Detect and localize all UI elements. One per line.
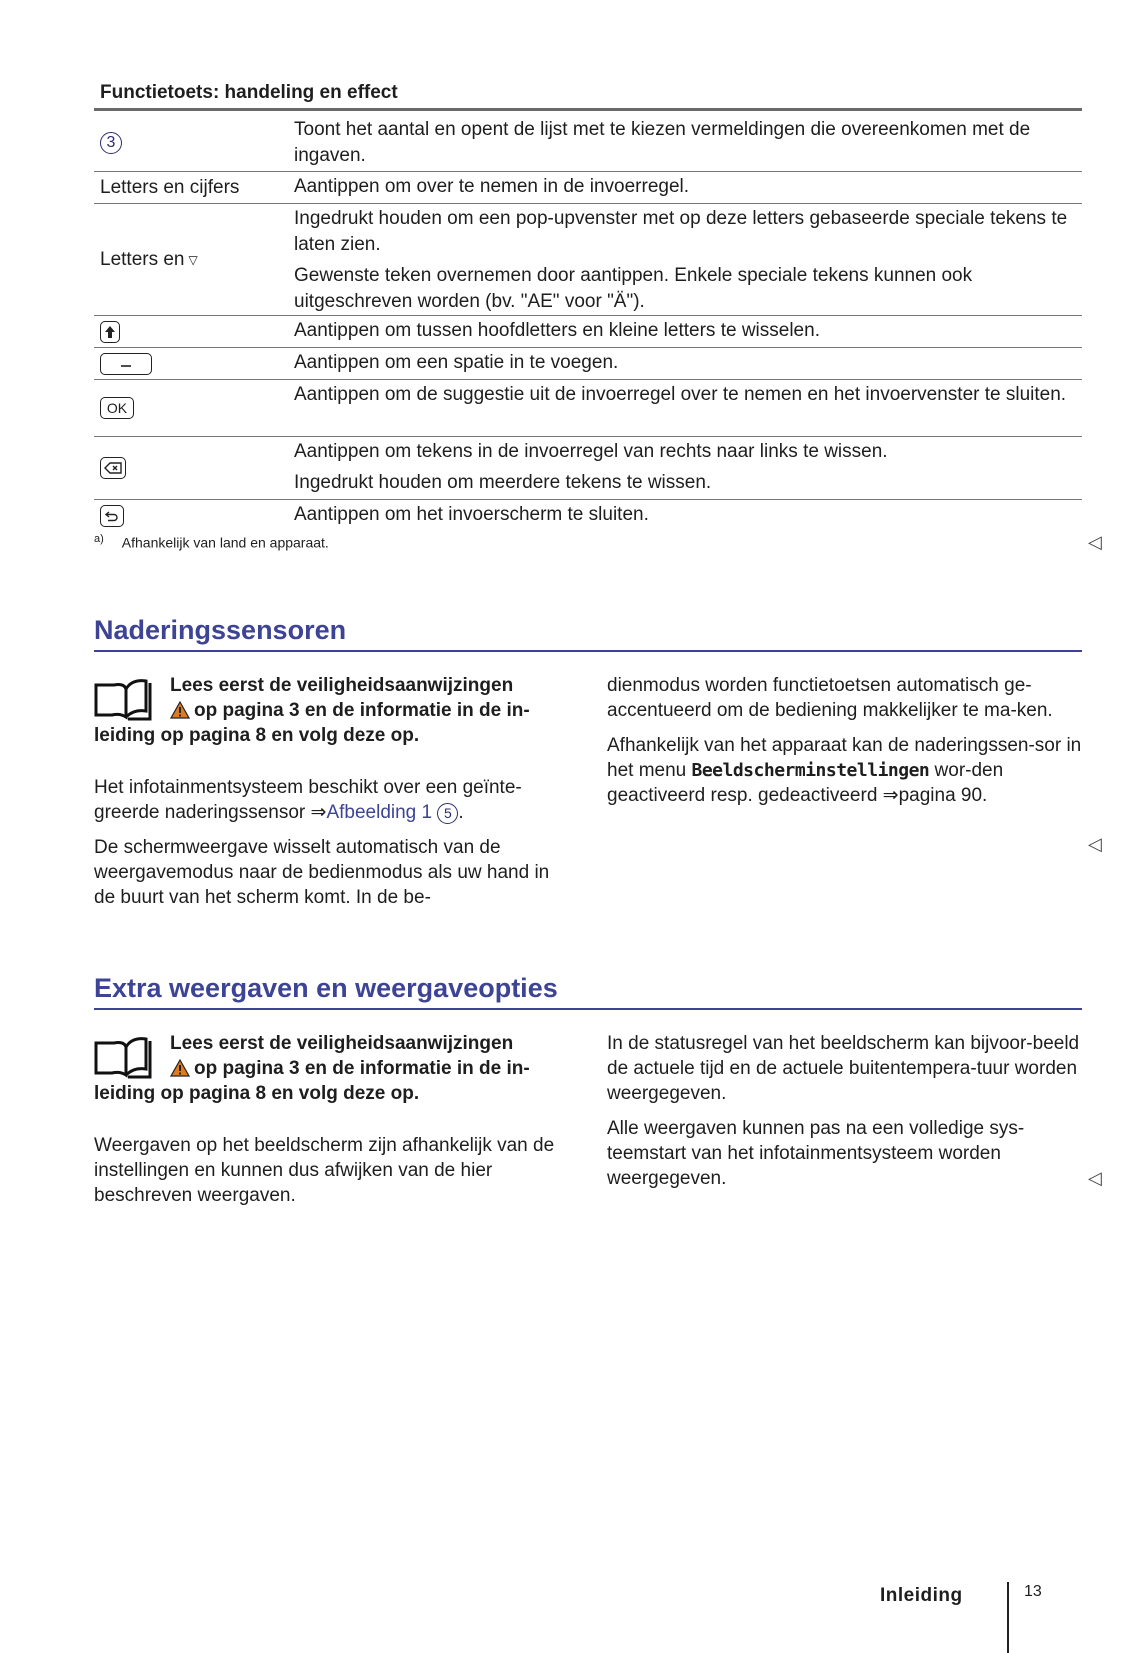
row-effect: Aantippen om de suggestie uit de invoerregel over te nemen en het invoervenster te sluiten. [294, 384, 1067, 405]
table-row [94, 204, 1082, 316]
table-row [94, 437, 1082, 500]
small-triangle-icon: ▽ [188, 252, 198, 267]
row-effect: Toont het aantal en opent de lijst met te kiezen vermeldingen die overeenkomen met de ingaven. [294, 119, 1031, 166]
paragraph: Het infotainmentsysteem beschikt over een geïnte-greerde naderingssensor ⇒Afbeelding 1 5 . [94, 777, 522, 823]
row-effect: Gewenste teken overnemen door aantippen. Enkele speciale tekens kunnen ook uitgeschreven worden (bv. "AE" voor "Ä"). [294, 265, 973, 312]
paragraph: De schermweergave wisselt automatisch van de weergavemodus naar de bedienmodus als uw hand in de buurt van het scherm komt. In de be- [94, 837, 550, 908]
table-row [94, 316, 1082, 348]
backspace-key-icon [100, 457, 126, 479]
table-title: Functietoets: handeling en effect [100, 82, 398, 103]
footer-chapter: Inleiding [880, 1585, 963, 1606]
end-of-section-marker-icon: ◁ [1088, 532, 1102, 552]
end-of-section-marker-icon: ◁ [1088, 1168, 1102, 1188]
row-effect: Aantippen om tussen hoofdletters en kleine letters te wisselen. [294, 320, 820, 341]
footnote-marker: a) [94, 533, 104, 545]
warning-triangle-icon [170, 701, 190, 719]
ok-key-icon: OK [100, 397, 134, 419]
row-effect: Aantippen om een spatie in te voegen. [294, 352, 619, 373]
row-effect: Aantippen om het invoerscherm te sluiten. [294, 504, 649, 525]
table-header-rule [94, 108, 1082, 111]
row-effect: Aantippen om over te nemen in de invoerregel. [294, 176, 690, 197]
warning-triangle-icon [170, 1059, 190, 1077]
book-icon [94, 677, 158, 721]
section1-left-column [94, 673, 574, 920]
row-key: Letters en cijfers [100, 176, 240, 198]
menu-name: Beeldscherminstellingen [691, 760, 930, 781]
section-heading-extra-weergaven: Extra weergaven en weergaveopties [94, 973, 558, 1003]
page-number: 13 [1024, 1583, 1042, 1600]
section-heading-rule [94, 1008, 1082, 1010]
footnote-text: Afhankelijk van land en apparaat. [121, 534, 329, 551]
paragraph: dienmodus worden functietoetsen automatisch ge-accentueerd om de bediening makkelijker te ma-ken. [607, 675, 1053, 721]
section2-left-column [94, 1031, 574, 1218]
row-effect: Ingedrukt houden om meerdere tekens te wissen. [294, 472, 712, 493]
back-key-icon [100, 505, 124, 527]
function-key-table [94, 78, 1082, 531]
footer-divider [1007, 1582, 1009, 1653]
circled-number-5-icon: 5 [437, 803, 458, 824]
paragraph: Afhankelijk van het apparaat kan de naderingssen-sor in het menu Beeldscherminstellingen wor-den geactiveerd resp. gedeactiveerd ⇒pagina 90. [607, 735, 1082, 806]
table-footnote [94, 533, 329, 551]
row-effect: Aantippen om tekens in de invoerregel van rechts naar links te wissen. [294, 441, 888, 462]
safety-notice: Lees eerst de veiligheidsaanwijzingen op pagina 3 en de informatie in de in- leiding op pagina 8 en volg deze op. [94, 675, 530, 746]
table-row [94, 500, 1082, 531]
space-key-icon [100, 353, 152, 375]
table-row [94, 380, 1082, 437]
figure-link[interactable]: Afbeelding 1 [326, 802, 433, 823]
paragraph: Alle weergaven kunnen pas na een volledige sys-teemstart van het infotainmentsysteem worden weergegeven. [607, 1118, 1025, 1189]
row-effect: Ingedrukt houden om een pop-upvenster met op deze letters gebaseerde speciale tekens te laten zien. [294, 208, 1068, 255]
section2-right-column [607, 1031, 1087, 1201]
safety-notice: Lees eerst de veiligheidsaanwijzingen op pagina 3 en de informatie in de in- leiding op pagina 8 en volg deze op. [94, 1033, 530, 1104]
section1-right-column [607, 673, 1087, 818]
end-of-section-marker-icon: ◁ [1088, 834, 1102, 854]
table-row [94, 115, 1082, 172]
paragraph: In de statusregel van het beeldscherm kan bijvoor-beeld de actuele tijd en de actuele buitentempera-tuur worden weergegeven. [607, 1033, 1080, 1104]
book-icon [94, 1035, 158, 1079]
circled-number-3-icon: 3 [100, 132, 122, 154]
table-row [94, 172, 1082, 204]
section-heading-rule [94, 650, 1082, 652]
section-heading-naderingssensoren: Naderingssensoren [94, 615, 347, 645]
shift-key-icon [100, 321, 120, 343]
table-row [94, 348, 1082, 380]
paragraph: Weergaven op het beeldscherm zijn afhankelijk van de instellingen en kunnen dus afwijken van de hier beschreven weergaven. [94, 1135, 555, 1206]
row-key: Letters en [100, 248, 185, 270]
